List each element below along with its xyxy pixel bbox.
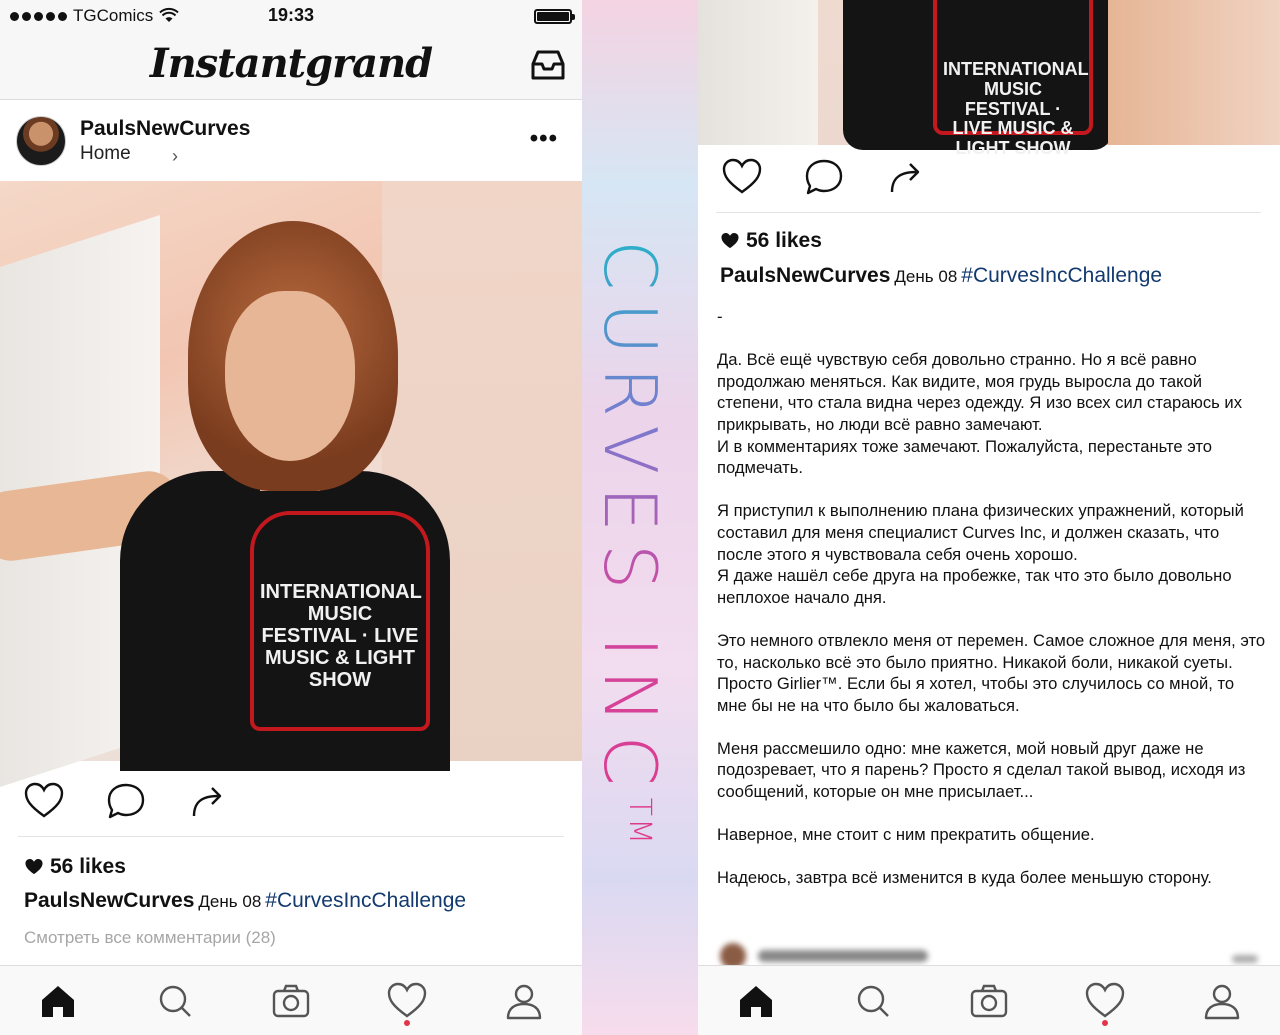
home-icon	[736, 982, 776, 1020]
caption-paragraph: Надеюсь, завтра всё изменится в куда более меньшую сторону.	[717, 868, 1212, 888]
blurred-comment-preview	[720, 946, 980, 966]
divider	[18, 836, 564, 837]
comment-icon[interactable]	[106, 782, 146, 820]
camera-icon	[969, 982, 1009, 1020]
tab-search[interactable]	[145, 976, 205, 1026]
heart-icon[interactable]	[722, 158, 762, 196]
post-actions	[722, 158, 926, 196]
notification-dot	[1102, 1020, 1108, 1026]
likes-count[interactable]	[720, 229, 822, 253]
inbox-icon[interactable]	[530, 50, 566, 80]
post-photo[interactable]	[0, 181, 582, 761]
profile-icon	[1202, 982, 1242, 1020]
camera-icon	[271, 982, 311, 1020]
caption-paragraph: Это немного отвлекло меня от перемен. Самое сложное для меня, это то, насколько всё это было приятно. Никакой боли, никакой суеты. Просто Girlier™. Если бы я хотел, чтобы это случилось со мной, то мне бы не на что было бы жаловаться.	[717, 630, 1266, 715]
tab-activity[interactable]	[377, 976, 437, 1026]
heart-icon	[387, 982, 427, 1020]
banner-brand	[588, 240, 672, 846]
caption-username[interactable]: PaulsNewCurves	[720, 264, 891, 287]
caption-paragraph: Меня рассмешило одно: мне кажется, мой новый друг даже не подозревает, что я парень? Просто я сделал такой вывод, исходя из сообщений, которые он мне присылает...	[717, 738, 1246, 802]
heart-icon[interactable]	[24, 782, 64, 820]
likes-count[interactable]	[24, 855, 126, 879]
caption-paragraph: Я приступил к выполнению плана физических упражнений, который составил для меня специалист Curves Inc, и должен сказать, что после этого я чувствовала себя очень хорошо. Я даже нашёл себе друга на пробежке, так что это было довольно неплохое начало дня.	[717, 501, 1244, 607]
heart-filled-icon	[720, 232, 740, 250]
post-caption	[720, 264, 1162, 288]
photo-wall	[698, 0, 818, 145]
battery-icon	[534, 9, 572, 24]
view-comments-link[interactable]: Смотреть все комментарии (28)	[24, 928, 276, 947]
photo-shirt-text: INTERNATIONAL MUSIC FESTIVAL · LIVE MUSIC & LIGHT SHOW	[943, 59, 1089, 159]
right-phone-screen	[698, 0, 1280, 1035]
banner-title: CURVES INC	[588, 240, 672, 798]
curves-inc-banner	[582, 0, 698, 1035]
notification-dot	[404, 1020, 410, 1026]
caption-day: День 08	[198, 892, 262, 911]
bottom-tab-bar	[698, 965, 1280, 1035]
more-options-icon[interactable]: •••	[529, 125, 558, 152]
tab-activity[interactable]	[1075, 976, 1135, 1026]
avatar[interactable]	[16, 116, 66, 166]
left-phone-screen	[0, 0, 582, 1035]
caption-body	[717, 306, 1267, 911]
caption-hashtag[interactable]: #CurvesIncChallenge	[265, 889, 467, 912]
heart-icon	[1085, 982, 1125, 1020]
comment-icon[interactable]	[804, 158, 844, 196]
tab-camera[interactable]	[959, 976, 1019, 1026]
caption-username[interactable]: PaulsNewCurves	[24, 889, 195, 912]
photo-face	[225, 291, 355, 461]
caption-day: День 08	[894, 267, 958, 286]
share-icon[interactable]	[886, 158, 926, 196]
app-logo-title: Instantgrand	[149, 40, 433, 87]
likes-label: 56 likes	[746, 229, 822, 252]
chevron-right-icon: ›	[172, 146, 178, 166]
caption-paragraph: Наверное, мне стоит с ним прекратить общение.	[717, 825, 1095, 845]
heart-filled-icon	[24, 858, 44, 876]
blurred-more-icon	[1232, 955, 1258, 963]
banner-tm: TM	[622, 797, 657, 846]
home-icon	[38, 982, 78, 1020]
tab-camera[interactable]	[261, 976, 321, 1026]
search-icon	[155, 982, 195, 1020]
photo-shirt-text: INTERNATIONAL MUSIC FESTIVAL · LIVE MUSIC & LIGHT SHOW	[260, 581, 422, 691]
status-bar	[0, 0, 582, 32]
search-icon	[853, 982, 893, 1020]
caption-paragraph: -	[717, 307, 723, 326]
post-username[interactable]: PaulsNewCurves	[80, 117, 251, 140]
tab-search[interactable]	[843, 976, 903, 1026]
photo-arm	[1108, 0, 1280, 145]
post-location[interactable]: Home	[80, 143, 131, 164]
clock: 19:33	[267, 5, 315, 25]
bottom-tab-bar	[0, 965, 582, 1035]
caption-hashtag[interactable]: #CurvesIncChallenge	[961, 264, 1163, 287]
divider	[716, 212, 1261, 213]
tab-home[interactable]	[28, 976, 88, 1026]
likes-label: 56 likes	[50, 855, 126, 878]
post-actions	[24, 782, 228, 820]
tab-profile[interactable]	[494, 976, 554, 1026]
share-icon[interactable]	[188, 782, 228, 820]
tab-profile[interactable]	[1192, 976, 1252, 1026]
carrier-name: TGComics	[73, 6, 154, 25]
post-header	[0, 101, 582, 181]
post-caption	[24, 889, 466, 913]
caption-paragraph: Да. Всё ещё чувствую себя довольно странно. Но я всё равно продолжаю меняться. Как видите, моя грудь выросла до такой степени, что стала видна через одежду. Я изо всех сил стараюсь их прикрывать, но люди всё равно замечают. И в комментариях тоже замечают. Пожалуйста, перестаньте это подмечать.	[717, 350, 1242, 478]
post-photo-cropped[interactable]	[698, 0, 1280, 159]
profile-icon	[504, 982, 544, 1020]
app-header	[0, 32, 582, 100]
blurred-username	[758, 950, 928, 962]
tab-home[interactable]	[726, 976, 786, 1026]
